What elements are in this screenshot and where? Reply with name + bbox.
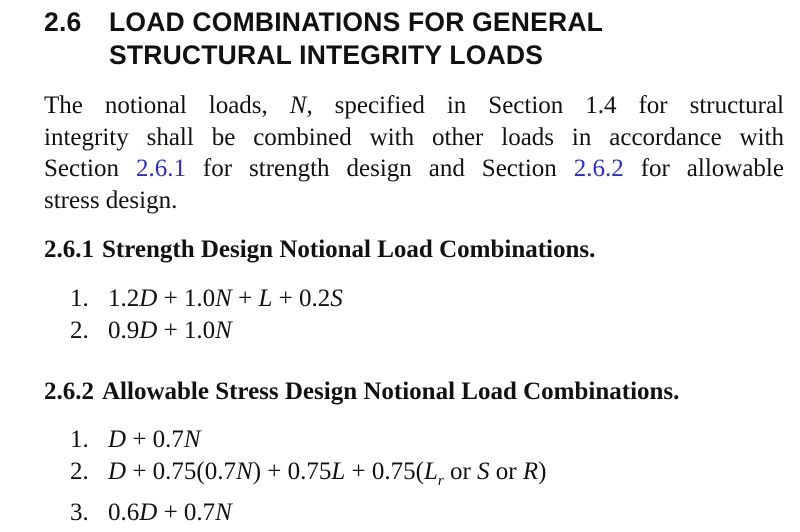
list-item-index: 1. <box>70 285 89 312</box>
list-item <box>70 424 546 456</box>
list-item <box>70 283 343 315</box>
list-item <box>70 497 546 529</box>
allowable-stress-heading <box>44 376 679 407</box>
list-item-index: 2. <box>70 316 89 344</box>
paragraph-line-2: integrity shall be combined with other loads in accordance with <box>44 123 784 151</box>
intro-paragraph <box>44 90 784 216</box>
strength-combination-list <box>70 283 343 346</box>
allowable-stress-title: Allowable Stress Design Notional Load Combinations. <box>102 378 680 405</box>
load-combination-expression: $D + 0.75(0.7N) + 0.75L + 0.75(L_r$ or S or R) <box>108 457 547 489</box>
notional-load-symbol: N <box>289 92 307 119</box>
xref-link-2-6-2[interactable]: 2.6.2 <box>573 155 624 182</box>
list-item-index: 1. <box>70 426 89 453</box>
xref-link-2-6-1[interactable]: 2.6.1 <box>135 155 186 182</box>
section-title-line-2: STRUCTURAL INTEGRITY LOADS <box>109 40 544 70</box>
paragraph-line-3 <box>44 153 784 185</box>
load-combination-expression: 0.6D + 0.7N <box>108 499 232 526</box>
section-title <box>109 6 603 72</box>
section-number: 2.6 <box>44 7 82 37</box>
load-combination-expression: 1.2D + 1.0N + L + 0.2S <box>108 285 343 312</box>
paragraph-text: for strength design and Section <box>185 155 574 182</box>
strength-design-title: Strength Design Notional Load Combinations. <box>102 236 596 263</box>
section-title-line-1: LOAD COMBINATIONS FOR GENERAL <box>109 7 604 37</box>
list-item <box>70 456 546 498</box>
paragraph-text: The notional loads, <box>44 92 290 119</box>
section-heading <box>44 6 603 72</box>
paragraph-text: , specified in Section 1.4 for structural <box>306 92 784 119</box>
allowable-combination-list <box>70 424 546 529</box>
list-item-index: 3. <box>70 499 89 526</box>
paragraph-line-4: stress design. <box>44 186 178 214</box>
list-item <box>70 315 343 347</box>
strength-design-heading <box>44 234 595 265</box>
allowable-stress-number: 2.6.2 <box>44 378 94 405</box>
load-combination-expression: D + 0.7N <box>108 426 201 453</box>
strength-design-number: 2.6.1 <box>44 236 94 263</box>
paragraph-text: Section <box>44 155 136 182</box>
list-item-index: 2. <box>70 457 89 485</box>
paragraph-text: for allowable <box>623 155 784 182</box>
paragraph-line-1 <box>44 90 784 122</box>
load-combination-expression: 0.9D + 1.0N <box>108 316 232 344</box>
